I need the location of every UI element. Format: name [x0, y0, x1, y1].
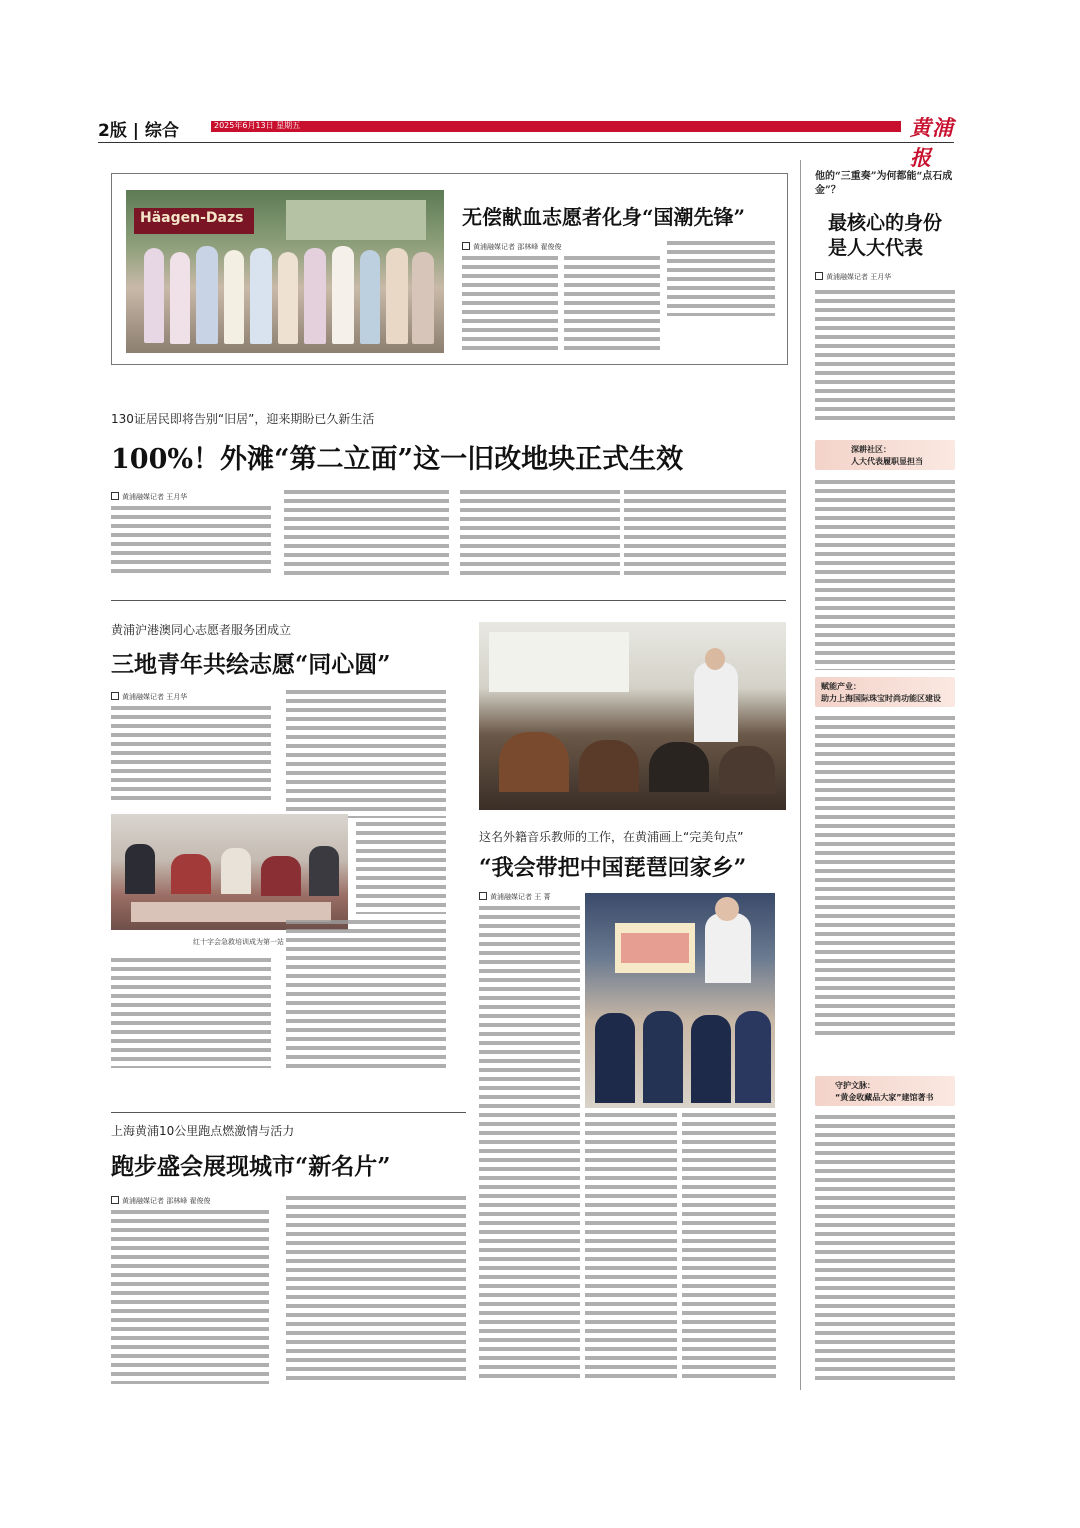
story2-kicker: 130证居民即将告别“旧居”，迎来期盼已久新生活	[111, 412, 375, 426]
story4-headline: “我会带把中国琵琶回家乡”	[479, 855, 747, 881]
sidebar-headline-line2: 是人大代表	[828, 237, 924, 259]
story1-body-col2	[564, 256, 660, 352]
story5-headline: 跑步盛会展现城市“新名片”	[111, 1153, 391, 1180]
story3-byline: 黄浦融媒记者 王月华	[111, 692, 187, 702]
story3-body-col2	[286, 690, 446, 818]
newspaper-logo: 黄浦报	[910, 115, 954, 170]
story4-body-col2	[585, 1113, 677, 1383]
storefront-sign: Häagen-Dazs	[140, 210, 244, 226]
section-divider-left	[111, 1112, 466, 1113]
photo-first-aid-training	[111, 814, 348, 930]
story4-body-col1	[479, 906, 580, 1382]
sidebar-section-industry: 赋能产业： 助力上海国际珠宝时尚功能区建设	[815, 677, 955, 707]
story2-body-col4	[624, 490, 786, 580]
story-blood-donation	[111, 173, 788, 365]
sidebar-body-4	[815, 1115, 955, 1385]
story3-body-col3	[111, 958, 271, 1068]
sidebar-body-3	[815, 716, 955, 1036]
story2-body-col3	[460, 490, 620, 580]
story2-body-col1	[111, 506, 271, 578]
photo-hanfu-volunteers	[126, 190, 444, 353]
date-bar	[211, 121, 901, 132]
sidebar-intro: 他的“三重奏”为何都能“点石成金”？	[815, 171, 953, 196]
story1-headline: 无偿献血志愿者化身“国潮先锋”	[462, 205, 746, 229]
story1-body-col3	[667, 241, 775, 316]
story1-body-col1	[462, 256, 558, 352]
page-label: 2版 | 综合	[98, 121, 179, 141]
story4-body-col3	[682, 1113, 776, 1383]
story5-body-col2	[286, 1196, 466, 1384]
story3-kicker: 黄浦沪港澳同心志愿者服务团成立	[111, 623, 292, 637]
story5-kicker: 上海黄浦10公里跑点燃激情与活力	[111, 1124, 295, 1138]
sidebar-headline-line1: 最核心的身份	[828, 212, 943, 234]
header-rule	[98, 142, 954, 143]
sidebar-body-1	[815, 290, 955, 420]
story5-byline: 黄浦融媒记者 邵林峰 翟俊俊	[111, 1196, 210, 1206]
sidebar-body-2	[815, 480, 955, 670]
photo-music-teacher-rehearsal	[479, 622, 786, 810]
story2-headline: 100%！外滩“第二立面”这一旧改地块正式生效	[111, 444, 684, 475]
story4-kicker: 这名外籍音乐教师的工作，在黄浦画上“完美句点”	[479, 830, 744, 844]
story3-headline: 三地青年共绘志愿“同心圆”	[111, 651, 391, 678]
story3-body-col2b	[356, 822, 446, 914]
issue-date: 2025年6月13日 星期五	[214, 121, 301, 130]
story4-byline: 黄浦融媒记者 王 菁	[479, 892, 550, 902]
story2-byline: 黄浦融媒记者 王月华	[111, 492, 187, 502]
story5-body-col1	[111, 1210, 269, 1384]
story3-body-col1	[111, 706, 271, 804]
story2-body-col2	[284, 490, 449, 580]
story1-byline: 黄浦融媒记者 邵林峰 翟俊俊	[462, 242, 561, 252]
sidebar-section-heritage: 守护文脉： “黄金收藏品大家”建馆著书	[815, 1076, 955, 1106]
sidebar-byline: 黄浦融媒记者 王月华	[815, 272, 891, 282]
photo-teacher-with-students	[585, 893, 775, 1108]
sidebar-divider	[800, 160, 801, 1390]
masthead	[98, 114, 954, 170]
section-divider	[111, 600, 786, 601]
photo-caption-first-aid: 红十字会急救培训成为第一站	[193, 938, 284, 946]
story3-body-col4	[286, 920, 446, 1068]
sidebar-section-community: 深耕社区： 人大代表履职显担当	[815, 440, 955, 470]
